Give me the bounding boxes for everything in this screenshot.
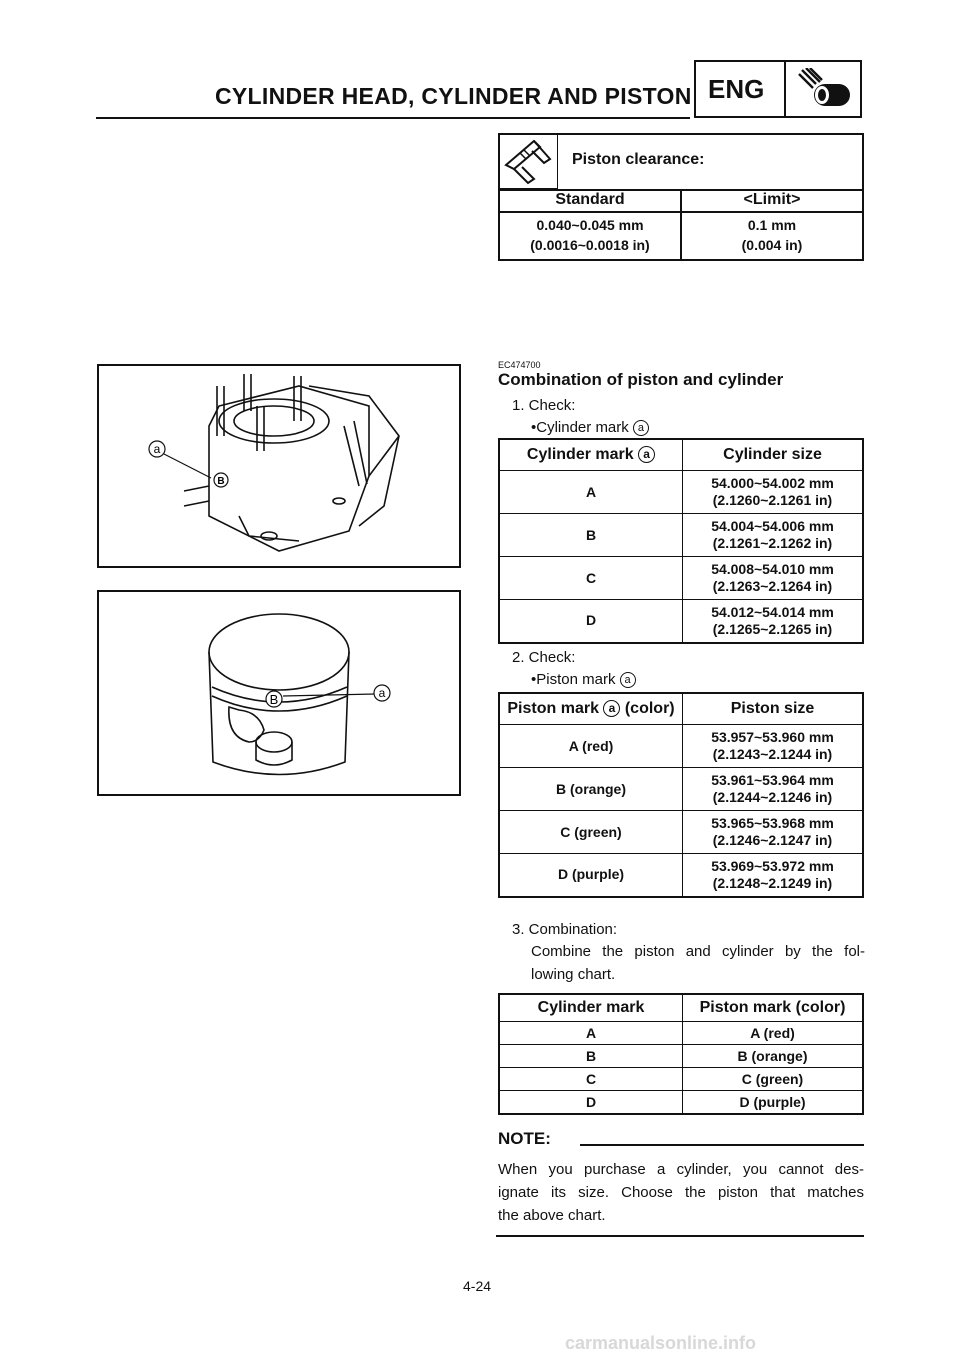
- cylinder-mark-cell: C: [499, 557, 683, 600]
- piston-figure: [97, 590, 461, 796]
- standard-header: Standard: [555, 191, 625, 208]
- cylinder-illustration: [99, 366, 459, 566]
- cylinder-mark-header: Cylinder mark a: [499, 439, 683, 471]
- piston-size-table: [498, 692, 864, 898]
- table-row: [499, 854, 863, 897]
- step-1-item: [531, 416, 649, 439]
- table-row: [499, 811, 863, 854]
- caliper-icon-cell: [500, 135, 558, 189]
- piston-size-header: Piston size: [730, 700, 815, 717]
- table-row: [499, 514, 863, 557]
- cylinder-mark-cell: B: [499, 514, 683, 557]
- cylinder-mark-cell: D: [499, 600, 683, 643]
- table-row: [499, 1091, 863, 1115]
- callout-a: a: [378, 686, 386, 700]
- note-rule: [580, 1144, 864, 1146]
- standard-in: (0.0016~0.0018 in): [530, 237, 650, 253]
- piston-mark-cell: D (purple): [499, 854, 683, 897]
- callout-a: a: [153, 442, 161, 456]
- cylinder-size-cell: 54.012~54.014 mm (2.1265~2.1265 in): [683, 600, 864, 643]
- piston-illustration: [99, 592, 459, 794]
- combo-cylinder-cell: D: [499, 1091, 683, 1115]
- cylinder-size-cell: 54.004~54.006 mm (2.1261~2.1262 in): [683, 514, 864, 557]
- step-3: 3. Combination:: [512, 921, 618, 938]
- combo-cylinder-cell: C: [499, 1068, 683, 1091]
- note-title: NOTE:: [498, 1129, 551, 1148]
- piston-size-cell: 53.961~53.964 mm (2.1244~2.1246 in): [683, 768, 864, 811]
- piston-size-cell: 53.957~53.960 mm (2.1243~2.1244 in): [683, 725, 864, 768]
- combo-cylinder-cell: B: [499, 1045, 683, 1068]
- cylinder-figure: [97, 364, 461, 568]
- cylinder-size-header: Cylinder size: [723, 446, 822, 463]
- cylinder-mark-b: B: [217, 476, 225, 487]
- piston-size-cell: 53.969~53.972 mm (2.1248~2.1249 in): [683, 854, 864, 897]
- step-3-text-line2: lowing chart.: [531, 966, 616, 983]
- mark-a-symbol: a: [620, 672, 636, 688]
- step-2-item-text: •Piston mark: [531, 671, 620, 688]
- note-line-3: the above chart.: [498, 1207, 606, 1224]
- table-row: [499, 725, 863, 768]
- table-row: [499, 1022, 863, 1045]
- engine-icon: [796, 68, 856, 112]
- combo-cylinder-cell: A: [499, 1022, 683, 1045]
- piston-size-cell: 53.965~53.968 mm (2.1246~2.1247 in): [683, 811, 864, 854]
- step-1: 1. Check:: [512, 397, 576, 414]
- mark-a-symbol: a: [638, 446, 655, 463]
- step-1-item-text: •Cylinder mark: [531, 419, 633, 436]
- mark-a-symbol: a: [633, 420, 649, 436]
- piston-mark-b: B: [269, 692, 279, 707]
- cylinder-mark-cell: A: [499, 471, 683, 514]
- step-3-text-line1: Combine the piston and cylinder by the fol-: [531, 943, 865, 960]
- page-header-title: CYLINDER HEAD, CYLINDER AND PISTON: [215, 83, 692, 109]
- note-line-1: When you purchase a cylinder, you cannot des-: [498, 1161, 864, 1178]
- note-end-rule: [496, 1235, 864, 1237]
- cylinder-size-cell: 54.008~54.010 mm (2.1263~2.1264 in): [683, 557, 864, 600]
- piston-mark-cell: C (green): [499, 811, 683, 854]
- watermark: carmanualsonline.info: [565, 1333, 757, 1353]
- badge-divider: [784, 62, 786, 116]
- cylinder-size-cell: 54.000~54.002 mm (2.1260~2.1261 in): [683, 471, 864, 514]
- note-line-2: ignate its size. Choose the piston that matches: [498, 1184, 864, 1201]
- table-row: [499, 1045, 863, 1068]
- section-code: EC474700: [498, 360, 541, 370]
- piston-clearance-title: Piston clearance:: [572, 151, 705, 168]
- piston-mark-cell: B (orange): [499, 768, 683, 811]
- combo-piston-cell: B (orange): [683, 1045, 864, 1068]
- combo-piston-cell: C (green): [683, 1068, 864, 1091]
- combination-table: [498, 993, 864, 1115]
- piston-mark-header: Piston mark a (color): [499, 693, 683, 725]
- limit-in: (0.004 in): [741, 237, 803, 253]
- section-badge-label: ENG: [708, 74, 765, 104]
- limit-header: <Limit>: [743, 191, 801, 208]
- cylinder-size-table: [498, 438, 864, 644]
- piston-clearance-spec: [498, 133, 864, 261]
- header-rule: [96, 117, 690, 119]
- table-row: [499, 1068, 863, 1091]
- step-2-item: [531, 668, 636, 691]
- combo-piston-cell: D (purple): [683, 1091, 864, 1115]
- section-badge: [694, 60, 862, 118]
- table-row: [499, 557, 863, 600]
- table-row: [499, 768, 863, 811]
- table-row: [499, 471, 863, 514]
- page-number: 4-24: [463, 1278, 492, 1294]
- section-title: Combination of piston and cylinder: [498, 370, 784, 389]
- caliper-icon: [500, 135, 556, 187]
- limit-mm: 0.1 mm: [747, 217, 797, 233]
- combo-cylinder-header: Cylinder mark: [499, 994, 683, 1022]
- piston-mark-cell: A (red): [499, 725, 683, 768]
- standard-mm: 0.040~0.045 mm: [536, 217, 644, 233]
- combo-piston-header: Piston mark (color): [699, 999, 846, 1016]
- step-2: 2. Check:: [512, 649, 576, 666]
- table-row: [499, 600, 863, 643]
- mark-a-symbol: a: [603, 700, 620, 717]
- combo-piston-cell: A (red): [683, 1022, 864, 1045]
